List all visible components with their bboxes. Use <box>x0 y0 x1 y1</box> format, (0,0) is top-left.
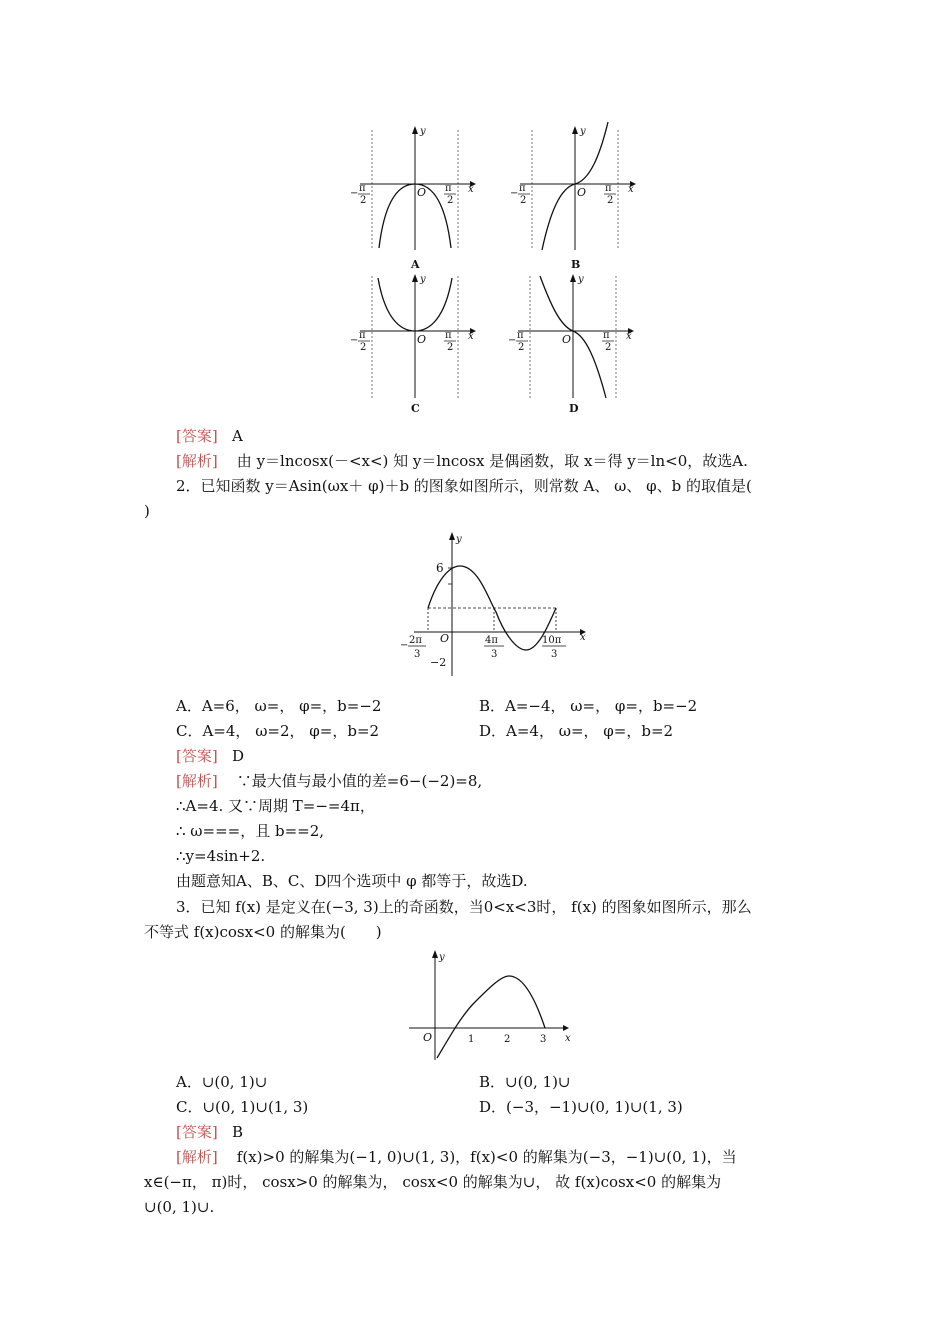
panel-d-xaxis: x <box>626 331 632 342</box>
panel-a-pos-num: π <box>445 183 452 194</box>
panel-c-xaxis: x <box>468 331 474 342</box>
q3-origin: O <box>423 1031 433 1044</box>
q2-stem-line2: ) <box>144 502 150 520</box>
q2-option-c: C．A=4， ω=2， φ=，b=2 <box>176 722 380 740</box>
panel-a-neg-sign: − <box>350 188 359 199</box>
panel-c-pos-den: 2 <box>447 342 454 353</box>
q2-tick-left-den: 3 <box>414 649 421 660</box>
q2-option-a: A．A=6， ω=， φ=，b=−2 <box>176 697 382 715</box>
panel-a-yaxis: y <box>420 126 426 137</box>
q2-analysis-5: 由题意知A、B、C、D四个选项中 φ 都等于，故选D. <box>176 872 528 890</box>
panel-c-neg-den: 2 <box>360 342 367 353</box>
analysis-text: f(x)>0 的解集为(−1, 0)∪(1, 3)，f(x)<0 的解集为(−3，−1)∪(0, 1)，当 <box>236 1148 737 1166</box>
analysis-text: ∵最大值与最小值的差=6−(−2)=8, <box>236 772 483 790</box>
panel-c-neg-sign: − <box>350 335 359 346</box>
q2-tick-right-den: 3 <box>551 649 558 660</box>
q3-analysis-1 <box>176 1147 737 1167</box>
analysis-tag: [解析] <box>176 452 218 470</box>
panel-b <box>510 122 636 271</box>
q2-answer <box>176 746 244 766</box>
panel-b-xaxis: x <box>628 184 634 195</box>
panel-d-neg-num: π <box>517 330 524 341</box>
answer-value: A <box>232 427 243 445</box>
answer-value: D <box>232 747 245 765</box>
panel-c-pos-num: π <box>445 330 452 341</box>
q3-answer <box>176 1122 243 1142</box>
panel-b-origin: O <box>577 186 587 199</box>
panel-c-label: C <box>411 402 420 415</box>
q2-tick-mid-num: 4π <box>485 635 498 646</box>
panel-d-yaxis: y <box>578 274 584 285</box>
q2-analysis-3: ∴ ω===，且 b==2, <box>176 822 325 840</box>
q3-stem-line1: 3．已知 f(x) 是定义在(−3, 3)上的奇函数，当0<x<3时， f(x) 的图象如图所示，那么 <box>176 898 752 916</box>
panel-a-xaxis: x <box>468 184 474 195</box>
answer-value: B <box>232 1123 244 1141</box>
panel-c-origin: O <box>417 333 427 346</box>
q2-tick-left-num: 2π <box>409 635 422 646</box>
q3-option-a: A．∪(0, 1)∪ <box>176 1073 268 1091</box>
q1-answer <box>176 426 243 446</box>
panel-a <box>350 126 476 271</box>
analysis-tag: [解析] <box>176 772 218 790</box>
panel-a-origin: O <box>417 186 427 199</box>
q3-yaxis: y <box>439 952 445 963</box>
q2-origin: O <box>440 632 450 645</box>
panel-b-pos-num: π <box>605 183 612 194</box>
panel-b-neg-sign: − <box>510 188 519 199</box>
panel-a-pos-den: 2 <box>447 195 454 206</box>
q3-graph <box>405 946 585 1062</box>
q2-tick-right-num: 10π <box>542 635 562 646</box>
q2-analysis-4: ∴y=4sin+2. <box>176 847 266 865</box>
panel-b-neg-den: 2 <box>520 195 527 206</box>
q3-analysis-2: x∈(−π， π)时， cosx>0 的解集为， cosx<0 的解集为∪， 故 f(x)cosx<0 的解集为 <box>144 1173 722 1191</box>
answer-tag: [答案] <box>176 427 218 445</box>
panel-d-neg-den: 2 <box>518 342 525 353</box>
q2-ymax: 6 <box>436 561 444 575</box>
q2-tick-left-sign: − <box>400 640 409 651</box>
q2-analysis-1 <box>176 771 482 791</box>
panel-d <box>508 274 634 415</box>
q2-yaxis: y <box>456 534 462 545</box>
panel-b-label: B <box>571 258 581 271</box>
panel-b-yaxis: y <box>580 126 586 137</box>
q2-stem-line1: 2．已知函数 y＝Asin(ωx＋ φ)＋b 的图象如图所示，则常数 A、 ω、 φ、b 的取值是( <box>176 477 752 495</box>
q2-xaxis: x <box>580 632 586 643</box>
q3-option-b: B．∪(0, 1)∪ <box>479 1073 571 1091</box>
panel-a-neg-den: 2 <box>360 195 367 206</box>
q3-option-d: D．(−3，−1)∪(0, 1)∪(1, 3) <box>479 1098 683 1116</box>
q3-tick-3: 3 <box>540 1034 547 1045</box>
panel-d-pos-num: π <box>603 330 610 341</box>
panel-c-neg-num: π <box>359 330 366 341</box>
panel-c-yaxis: y <box>420 274 426 285</box>
panel-d-label: D <box>569 402 579 415</box>
panel-a-neg-num: π <box>359 183 366 194</box>
q2-ymin: −2 <box>430 656 447 669</box>
panel-b-pos-den: 2 <box>607 195 614 206</box>
panel-d-neg-sign: − <box>508 335 517 346</box>
analysis-text: 由 y＝lncosx(－<x<) 知 y＝lncosx 是偶函数，取 x＝得 y＝ln<0，故选A. <box>236 452 748 470</box>
panel-d-origin: O <box>562 333 572 346</box>
q3-stem-line2: 不等式 f(x)cosx<0 的解集为( ) <box>144 923 382 941</box>
answer-tag: [答案] <box>176 1123 218 1141</box>
q2-option-b: B．A=−4， ω=， φ=，b=−2 <box>479 697 698 715</box>
panel-d-pos-den: 2 <box>605 342 612 353</box>
panel-b-neg-num: π <box>519 183 526 194</box>
q3-tick-2: 2 <box>504 1034 511 1045</box>
q3-option-c: C．∪(0, 1)∪(1, 3) <box>176 1098 309 1116</box>
panel-c <box>350 274 476 415</box>
q1-analysis <box>176 451 748 471</box>
q2-graph <box>396 528 596 678</box>
panel-a-label: A <box>411 258 420 271</box>
q3-analysis-3: ∪(0, 1)∪. <box>144 1198 215 1216</box>
answer-tag: [答案] <box>176 747 218 765</box>
q3-xaxis: x <box>565 1033 571 1044</box>
q2-option-d: D．A=4， ω=， φ=，b=2 <box>479 722 674 740</box>
analysis-tag: [解析] <box>176 1148 218 1166</box>
q1-figure <box>330 118 650 418</box>
q2-tick-mid-den: 3 <box>491 649 498 660</box>
q3-tick-1: 1 <box>468 1034 475 1045</box>
q2-analysis-2: ∴A=4. 又∵周期 T=−=4π， <box>176 797 375 815</box>
